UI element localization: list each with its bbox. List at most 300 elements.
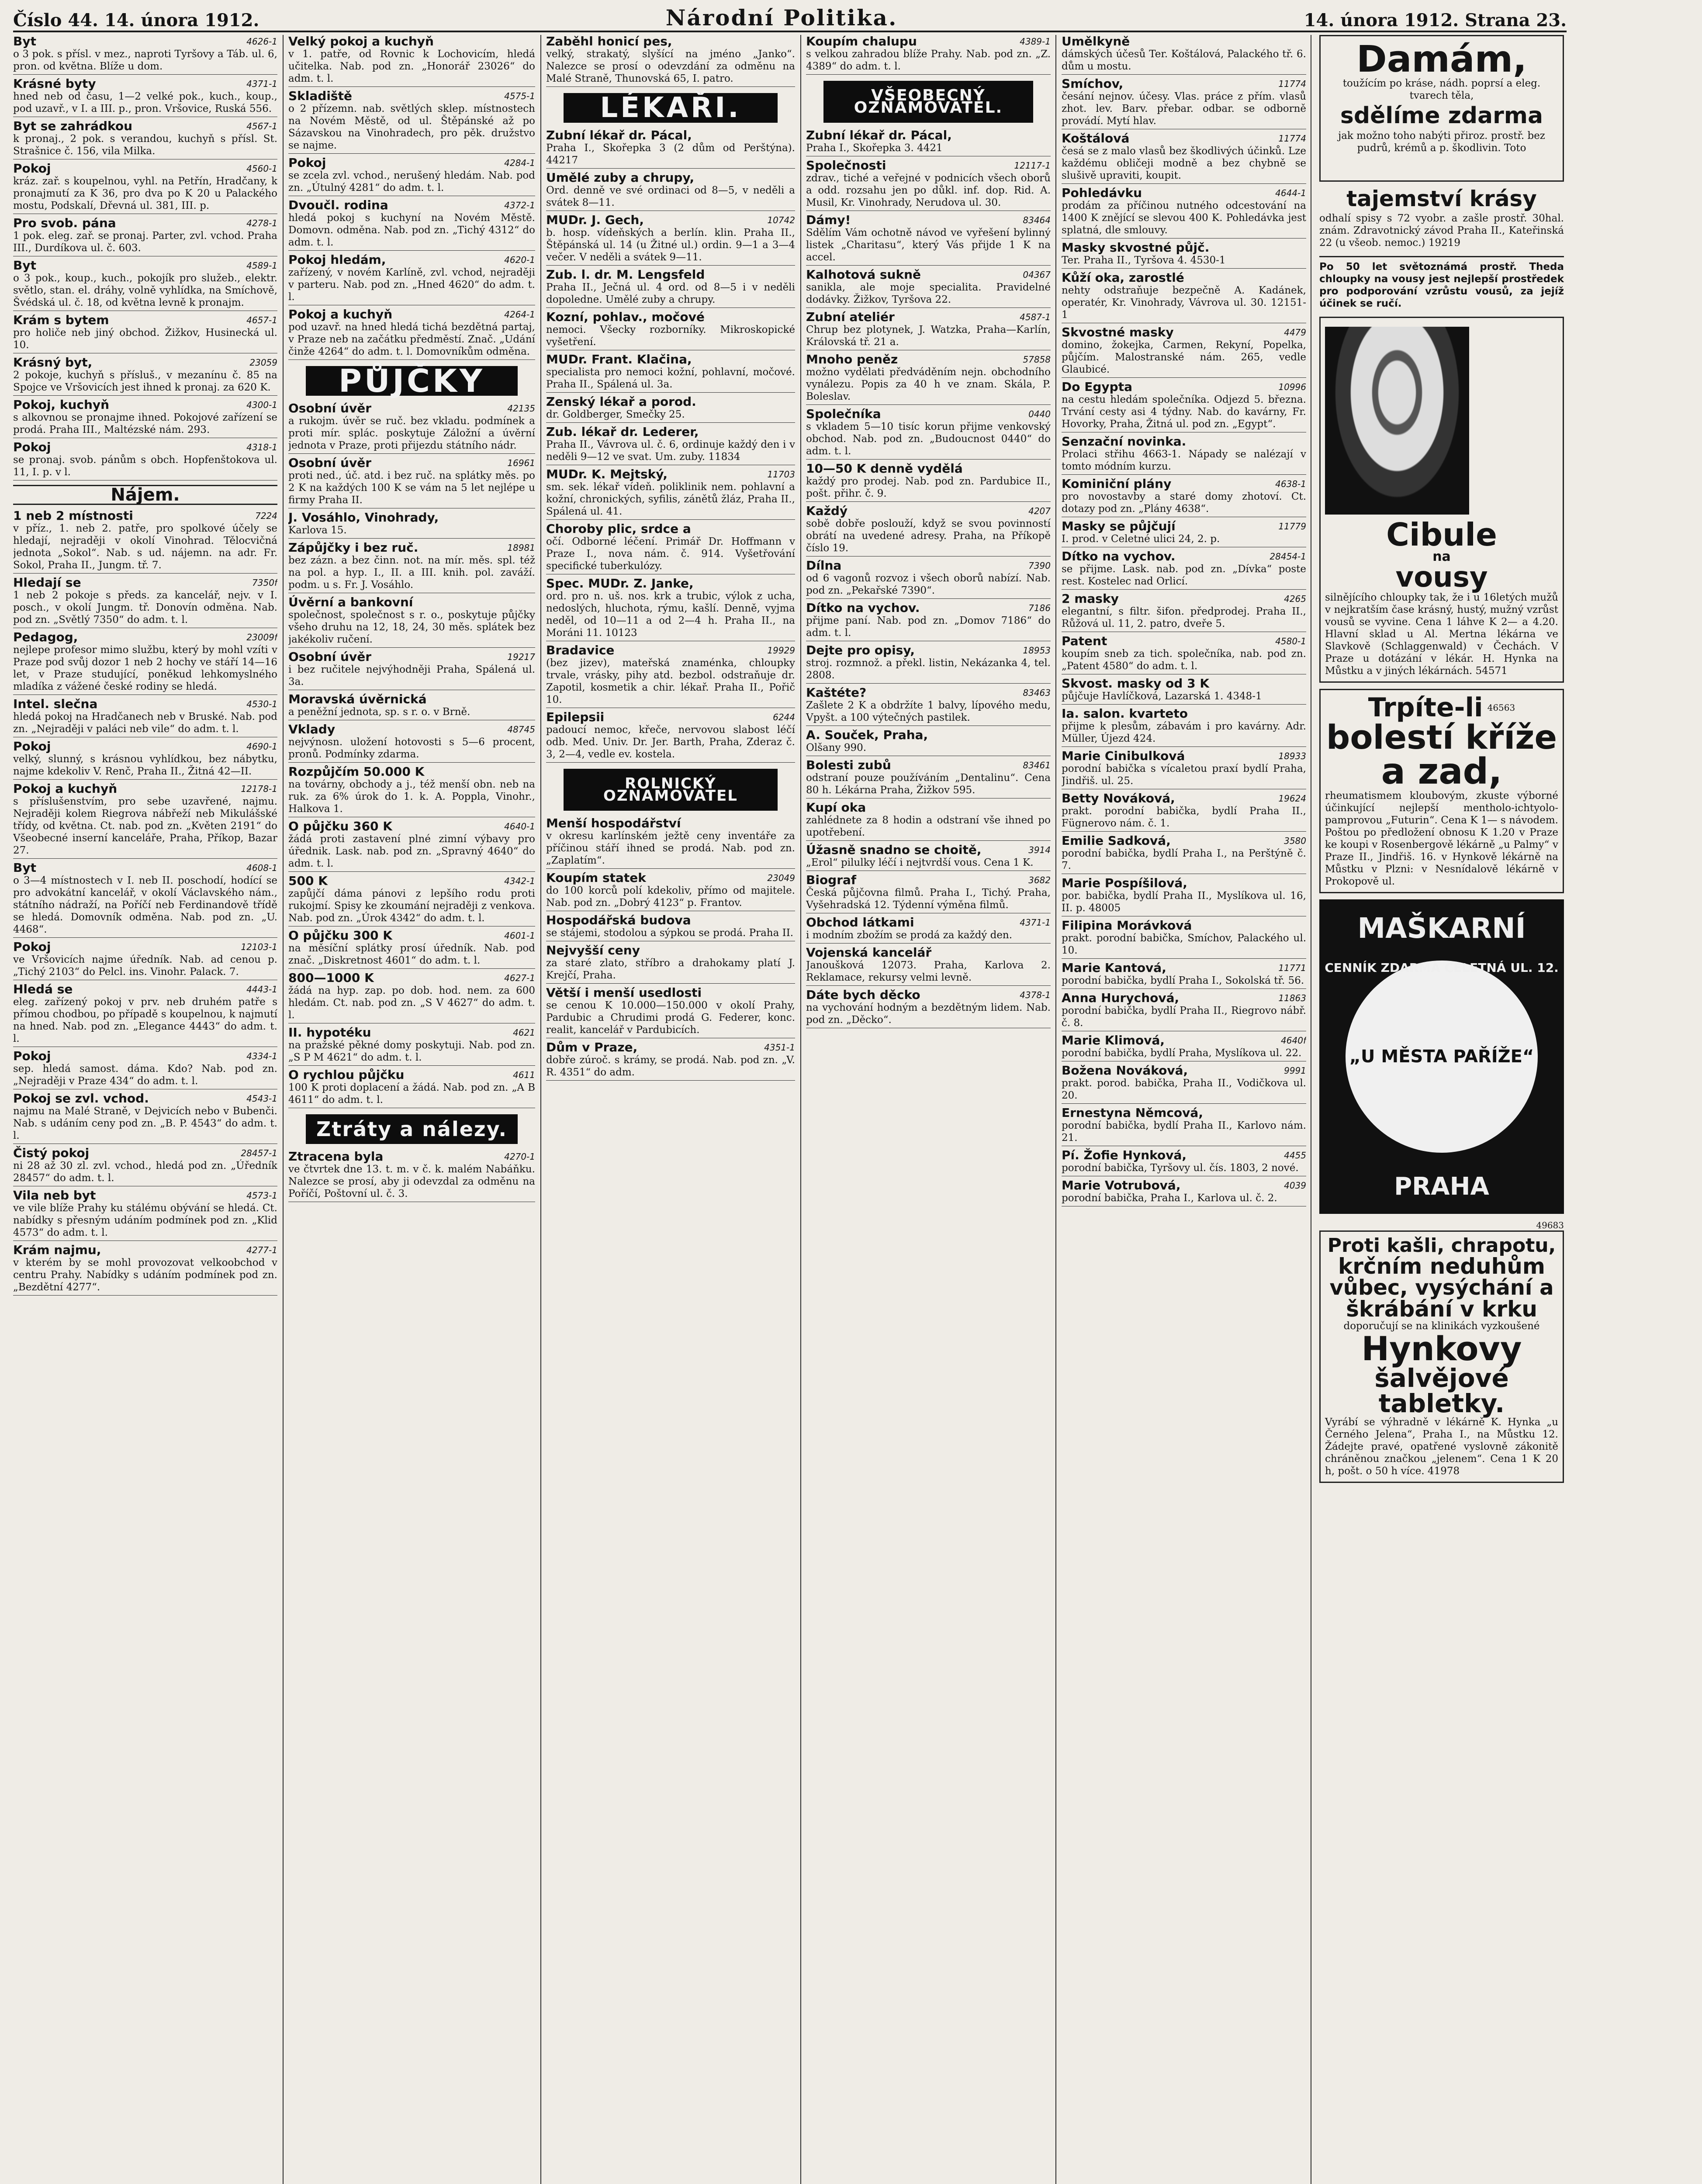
ad-number: 12117-1	[1014, 160, 1051, 171]
header-page: 14. února 1912. Strana 23.	[1304, 10, 1567, 31]
ad-title: MUDr. K. Mejtský,	[546, 467, 668, 481]
ad-text: s alkovnou se pronajme ihned. Pokojové zařízení se prodá. Praha III., Maltézské nám. 293.	[13, 412, 277, 435]
classified-ad	[288, 199, 535, 251]
ad-title: Dítko na vychov.	[1062, 549, 1176, 563]
masthead-title: Národní Politika.	[665, 5, 898, 31]
ad-cibule-title: Cibule	[1386, 516, 1497, 553]
ad-title: MUDr. Frant. Klačina,	[546, 352, 692, 366]
ad-text: ve Vršovicích najme úředník. Nab. ad cenou p. „Tichý 2103“ do Pelcl. ins. Vinohr. Palack. 7.	[13, 954, 277, 978]
ad-heading	[13, 314, 277, 327]
ad-title: Pokoj a kuchyň	[13, 781, 118, 796]
ad-text: přijme paní. Nab. pod zn. „Domov 7186“ do adm. t. l.	[806, 615, 1051, 639]
ad-title: Osobní úvěr	[288, 650, 372, 664]
ad-title: Skvostné masky	[1062, 325, 1174, 339]
ad-heading	[1062, 271, 1306, 284]
ad-title: Obchod látkami	[806, 915, 914, 930]
ad-heading	[546, 425, 795, 439]
ad-title: Osobní úvěr	[288, 401, 372, 415]
classified-ad	[546, 944, 795, 984]
ad-heading	[288, 596, 535, 609]
classified-ad	[1062, 241, 1306, 269]
ad-title: Byt	[13, 860, 36, 875]
ad-number: 4039	[1284, 1180, 1306, 1191]
ad-text: na pražské pěkné domy poskytuji. Nab. pod zn. „S P M 4621“ do adm. t. l.	[288, 1040, 535, 1063]
ad-text: Ter. Praha II., Tyršova 4. 4530-1	[1062, 255, 1226, 266]
ad-number: 4378-1	[1020, 990, 1051, 1000]
ad-number: 23059	[249, 357, 277, 368]
ad-title: Patent	[1062, 634, 1107, 648]
ad-text: se přijme. Lask. nab. pod zn. „Dívka“ poste rest. Kostelec nad Orlicí.	[1062, 563, 1306, 587]
ad-number: 16961	[507, 458, 535, 468]
ad-text: na měsíční splátky prosí úředník. Nab. pod znač. „Diskretnost 4601“ do adm. t. l.	[288, 943, 535, 966]
ad-text: prodám za příčinou nutného odcestování na 1400 K znějící se slevou 400 K. Pohledávka jest splatná, dle smlouvy.	[1062, 200, 1306, 236]
ad-heading	[13, 631, 277, 644]
classified-ad	[1062, 187, 1306, 238]
ad-heading	[13, 1189, 277, 1202]
ad-number: 83463	[1023, 688, 1051, 698]
ad-text: se stájemi, stodolou a sýpkou se prodá. Praha II.	[546, 927, 794, 939]
ad-heading	[806, 159, 1051, 172]
classified-ad	[288, 308, 535, 360]
ad-text: na cestu hledám společníka. Odjezd 5. března. Trvání cesty asi 4 týdny. Nab. do kavárny, Fr. Hovorky, Praha, Žitná ul. pod zn. „Egypt“.	[1062, 394, 1306, 430]
ad-text: s příslušenstvím, pro sebe uzavřené, najmu. Nejraději kolem Riegrova nábřeží neb Mikulášské třídy, od května. Ct. nab. pod zn. „Květen 2191“ do Všeobecné inserní kanceláře, Praha, Příkop, Bazar 27.	[13, 796, 277, 856]
ad-heading	[288, 90, 535, 103]
ad-number: 3682	[1028, 875, 1051, 885]
ad-text: pod uzavř. na hned hledá tichá bezdětná partaj, v Praze neb na začátku předměstí. Znač. „Udání činže 4264“ do adm. t. l. Domovníkům odměna.	[288, 321, 535, 357]
ad-number: 19624	[1278, 793, 1306, 804]
ad-text: porodní babička, bydlí Praha I., Sokolská tř. 56.	[1062, 975, 1304, 986]
ad-text: Prolaci střihu 4663-1. Nápady se nalézají v tomto módním kurzu.	[1062, 449, 1306, 472]
ad-number: 4455	[1284, 1150, 1306, 1161]
ad-text: přijme k plesům, zábavám i pro kavárny. Adr. Müller, Újezd 424.	[1062, 721, 1306, 744]
portrait-illustration	[1325, 327, 1469, 515]
ad-text: se pronaj. svob. pánům s obch. Hopfenštokova ul. 11, I. p. v l.	[13, 454, 277, 478]
ad-title: Pokoj	[13, 161, 51, 176]
section-ztraty: Ztráty a nálezy.	[306, 1114, 518, 1144]
ad-heading	[13, 120, 277, 133]
ad-title: Pokoj se zvl. vchod.	[13, 1091, 149, 1106]
ad-number: 4640-1	[504, 821, 535, 832]
ad-number: 4389-1	[1020, 36, 1051, 47]
ad-trpite-title: Trpíte-li	[1368, 692, 1483, 723]
classified-ad	[288, 253, 535, 305]
ad-number: 4372-1	[504, 200, 535, 211]
ad-heading	[13, 356, 277, 369]
ad-title: Epilepsii	[546, 710, 605, 724]
ad-heading	[13, 983, 277, 996]
ad-number: 23009f	[246, 632, 277, 643]
ad-title: Senzační novinka.	[1062, 434, 1187, 449]
ad-heading	[806, 559, 1051, 572]
ad-text: dobře zúroč. s krámy, se prodá. Nab. pod zn. „V. R. 4351“ do adm.	[546, 1054, 795, 1078]
ad-number: 4589-1	[246, 260, 277, 271]
ad-heading	[546, 914, 795, 927]
ad-number: 4543-1	[246, 1093, 277, 1104]
classified-ad	[806, 159, 1051, 211]
ad-title: Marie Klimová,	[1062, 1033, 1165, 1047]
classified-ad	[546, 468, 795, 520]
ad-heading	[288, 308, 535, 321]
classified-ad	[806, 759, 1051, 798]
ad-number: 4657-1	[246, 315, 277, 325]
ad-damam-title: Damám,	[1356, 38, 1527, 80]
ad-text: proti ned., úč. atd. i bez ruč. na splátky měs. po 2 K na každých 100 K se vám na 5 let nejlépe u firmy Praha II.	[288, 470, 535, 506]
section-pujcky: PŮJČKY	[306, 366, 518, 396]
ad-title: Kozní, pohlav., močové	[546, 310, 705, 324]
ad-vousy-text: silnějícího chloupky tak, že i u 16letých mužů v nejkratším čase krásný, hustý, mužný vzrůst vousů se vyvine. Cena 1 láhve K 2— a 4.20. Hlavní sklad u Al. Mertna lékárna ve Slavkově (Schlaggenwald) v Čechách. V Praze u dotázání v lékár. H. Hynka na Můstku a v jiných lékárnách. 54571	[1325, 592, 1558, 677]
ad-text: Olšany 990.	[806, 742, 867, 753]
ad-number: 48745	[507, 724, 535, 735]
ad-damam-text: toužícím po kráse, nádh. poprsí a eleg. tvarech těla,	[1342, 78, 1541, 101]
ad-text: zahlédnete za 8 hodin a odstraní vše ihned po upotřebení.	[806, 815, 1051, 838]
ad-text: domino, žokejka, Carmen, Rekyní, Popelka, půjčím. Malostranské nám. 265, vedle Glaubicé.	[1062, 339, 1306, 375]
ad-number: 7186	[1028, 603, 1051, 613]
ad-heading	[1062, 326, 1306, 339]
ad-title: Pí. Žofie Hynková,	[1062, 1148, 1187, 1162]
ad-title: Zenský lékař a porod.	[546, 394, 696, 409]
ad-heading	[13, 1147, 277, 1160]
ad-text: najmu na Malé Straně, v Dejvicích nebo v Bubenči. Nab. s udáním ceny pod zn. „B. P. 4543“ do adm. t. l.	[13, 1106, 277, 1141]
ad-heading	[288, 511, 535, 524]
ad-heading	[1062, 1149, 1306, 1162]
ad-number: 18981	[507, 543, 535, 553]
ad-title: Koštálová	[1062, 131, 1130, 145]
classified-ad	[1062, 271, 1306, 323]
ad-title: Biograf	[806, 873, 857, 887]
ad-text: Karlova 15.	[288, 525, 347, 536]
ad-title: Hledají se	[13, 575, 81, 590]
column-rule	[800, 35, 801, 2184]
ad-heading	[13, 740, 277, 753]
ad-text: Chrup bez plotynek, J. Watzka, Praha—Karlín, Královská tř. 21 a.	[806, 324, 1051, 348]
ad-heading	[546, 711, 795, 724]
ad-title: Společnosti	[806, 158, 886, 173]
classified-ad	[1062, 707, 1306, 747]
page-header	[13, 4, 1567, 32]
ad-number: 83464	[1023, 215, 1051, 225]
classified-ad	[1062, 834, 1306, 874]
ad-text: velký, slunný, s krásnou vyhlídkou, bez nábytku, najme kdekoliv V. Renč, Praha II., Žitná 42—II.	[13, 753, 277, 777]
classified-ad	[1062, 477, 1306, 517]
classified-ad	[13, 398, 277, 438]
ad-heading	[546, 171, 795, 184]
ad-heading	[546, 644, 795, 657]
ad-heading	[13, 162, 277, 175]
ad-heading	[13, 782, 277, 795]
ad-heading	[1062, 834, 1306, 847]
ad-heading	[1062, 707, 1306, 720]
ad-title: Rozpůjčím 50.000 K	[288, 764, 425, 779]
classified-ad	[546, 268, 795, 308]
classified-ad	[288, 820, 535, 872]
ad-number: 6244	[773, 712, 795, 722]
ad-heading	[546, 577, 795, 590]
ad-number: 11863	[1278, 993, 1306, 1003]
ad-text: 100 K proti doplacení a žádá. Nab. pod zn. „A B 4611“ do adm. t. l.	[288, 1082, 535, 1106]
ad-title: Zubní lékař dr. Pácal,	[806, 128, 952, 142]
ad-text: Janoušková 12073. Praha, Karlova 2. Reklamace, rekursy velmi levně.	[806, 960, 1051, 983]
ad-text: od 6 vagonů rozvoz i všech oborů nabízí. Nab. pod zn. „Pekařské 7390“.	[806, 573, 1051, 596]
ad-title: Masky se půjčují	[1062, 519, 1176, 533]
classified-ad	[13, 1050, 277, 1089]
ad-number: 4644-1	[1275, 188, 1306, 198]
ad-title: Intel. slečna	[13, 697, 98, 711]
ad-text: Praha I., Skořepka 3 (2 dům od Perštýna). 44217	[546, 142, 795, 166]
classified-ad	[1062, 1179, 1306, 1206]
ad-number: 4530-1	[246, 699, 277, 709]
ad-text: ve čtvrtek dne 13. t. m. v č. k. malém Nabáňku. Nalezce se prosí, aby ji odevzdal za odměnu na Poříčí, Poštovní ul. č. 3.	[288, 1164, 535, 1199]
ad-text: odstraní pouze používáním „Dentalinu“. Cena 80 h. Lékárna Praha, Žižkov 595.	[806, 772, 1051, 796]
ad-text: půjčuje Havlíčková, Lazarská 1. 4348-1	[1062, 691, 1262, 702]
classified-ad	[546, 395, 795, 423]
ad-kasli-3: vůbec, vysýchání a	[1329, 1275, 1554, 1300]
ad-title: Marie Cinibulková	[1062, 749, 1185, 763]
ad-heading	[1062, 1034, 1306, 1047]
ad-text: možno vydělati předváděním nejn. obchodního vynálezu. Popis za 40 h ve znam. Skála, P. Boleslav.	[806, 366, 1051, 402]
ad-text: stroj. rozmnož. a překl. listin, Nekázanka 4, tel. 2808.	[806, 657, 1051, 681]
ad-text: nehty odstraňuje bezpečně A. Kadánek, operatér, Kr. Vinohrady, Vávrova ul. 30. 12151-1	[1062, 285, 1306, 321]
classified-ad	[546, 914, 795, 941]
column-rule	[1055, 35, 1056, 2184]
ad-heading	[1062, 635, 1306, 648]
ad-heading	[288, 820, 535, 833]
ad-heading	[288, 650, 535, 663]
ad-heading	[13, 1244, 277, 1257]
ad-number: 4608-1	[246, 863, 277, 873]
ad-text: porodní babička, bydlí Praha I., na Perštýně č. 7.	[1062, 848, 1306, 871]
ad-number: 3580	[1284, 836, 1306, 846]
classified-ad	[546, 311, 795, 350]
ad-tajemstvi: tajemství krásy	[1346, 188, 1537, 211]
classified-ad	[806, 843, 1051, 871]
ad-text: dr. Goldberger, Smečky 25.	[546, 409, 685, 420]
ad-text: k pronaj., 2 pok. s verandou, kuchyň s přísl. St. Strašnice č. 156, vila Milka.	[13, 133, 277, 157]
ad-salvejove: šalvějové tabletky.	[1374, 1363, 1509, 1418]
ad-number: 4627-1	[504, 973, 535, 983]
classified-ad	[1062, 520, 1306, 547]
classified-ad	[288, 402, 535, 454]
ad-title: Pokoj a kuchyň	[288, 307, 393, 321]
classified-ad	[288, 874, 535, 926]
section-lekari: LÉKAŘI.	[564, 93, 778, 123]
ad-kasli-2: krčním neduhům	[1338, 1254, 1545, 1279]
classified-ad	[546, 214, 795, 266]
ad-title: Dejte pro opisy,	[806, 643, 915, 657]
ad-text: porodní babička, Tyršovy ul. čís. 1803, 2 nové.	[1062, 1162, 1299, 1174]
classified-ad	[1062, 1034, 1306, 1061]
ad-title: Mnoho peněz	[806, 352, 898, 366]
ad-number: 4318-1	[246, 442, 277, 453]
classified-ad	[806, 129, 1051, 156]
classified-ad	[546, 817, 795, 869]
ad-title: Kalhotová sukně	[806, 267, 921, 282]
ad-text: ni 28 až 30 zl. zvl. vchod., hledá pod zn. „Úředník 28457“ do adm. t. l.	[13, 1160, 277, 1184]
ad-text: Ord. denně ve své ordinaci od 8—5, v neděli a svátek 8—11.	[546, 185, 795, 208]
ad-number: 4611	[513, 1070, 535, 1080]
classified-ad	[1062, 961, 1306, 989]
ad-text: společnost, společnost s r. o., poskytuje půjčky všeho druhu na 12, 18, 24, 30 měs. splátek bez jakékoliv ručení.	[288, 609, 535, 645]
classified-ad	[288, 596, 535, 648]
column-rule	[540, 35, 541, 2184]
ad-heading	[288, 1150, 535, 1163]
ad-text: Sdělím Vám ochotně návod ve vyřešení bylinný listek „Charitasu“, který Vás přijde 1 K na accel.	[806, 227, 1051, 263]
ad-heading	[288, 456, 535, 470]
ad-title: Pro svob. pána	[13, 216, 116, 230]
ad-title: Spec. MUDr. Z. Janke,	[546, 576, 694, 591]
ad-heading	[13, 1092, 277, 1105]
classified-ad	[13, 217, 277, 256]
ad-text: porodní babička s vícaletou praxí bydlí Praha, Jindřiš. ul. 25.	[1062, 763, 1306, 787]
ad-heading	[288, 253, 535, 266]
ad-title: Krásné byty	[13, 76, 96, 91]
classified-ad	[288, 1068, 535, 1108]
ad-text: Zašlete 2 K a obdržíte 1 balvy, lípového medu, Vpyšt. a 100 výtečných pastilek.	[806, 700, 1051, 723]
ad-text: do 100 korců polí kdekoliv, přímo od majitele. Nab. pod zn. „Dobrý 4123“ p. Frantov.	[546, 885, 795, 909]
ad-text: elegantní, s filtr. šifon. předprodej. Praha II., Růžová ul. 11, 2. patro, dveře 5.	[1062, 606, 1306, 629]
ad-title: Osobní úvěr	[288, 456, 372, 470]
ad-title: II. hypotéku	[288, 1025, 371, 1040]
ad-title: Pohledávku	[1062, 186, 1142, 200]
classified-ad	[13, 1189, 277, 1241]
ad-heading	[546, 522, 795, 536]
ad-heading	[806, 462, 1051, 475]
ad-number: 4587-1	[1020, 312, 1051, 322]
ad-text: se zcela zvl. vchod., nerušený hledám. Nab. pod zn. „Útulný 4281“ do adm. t. l.	[288, 170, 535, 194]
ad-text: por. babička, bydlí Praha II., Myslíkova ul. 16, II. p. 48005	[1062, 890, 1306, 914]
ad-text: o 3 pok. s přísl. v mez., naproti Tyršovy a Táb. ul. 6, pron. od května. Blíže u dom.	[13, 48, 277, 72]
ad-number: 04367	[1023, 270, 1051, 280]
ad-title: Anna Hurychová,	[1062, 991, 1180, 1005]
ad-theda-text: Po 50 let světoznámá prostř. Theda chloupky na vousy jest nejlepší prostředek pro podporování vzrůstu vousů, za jejíž účinek se ručí.	[1319, 256, 1564, 310]
ad-number: 18953	[1023, 645, 1051, 656]
ad-heading	[288, 1026, 535, 1039]
ad-title: Vila neb byt	[13, 1188, 96, 1203]
classified-ad	[546, 871, 795, 911]
ad-number: 4207	[1028, 506, 1051, 516]
classified-ad	[288, 35, 535, 87]
ad-number: 12103-1	[241, 942, 277, 952]
ad-title: J. Vosáhlo, Vinohrady,	[288, 510, 439, 525]
ad-heading	[288, 402, 535, 415]
ad-title: Byt	[13, 258, 36, 273]
column-3	[546, 35, 795, 2184]
ad-title: Zubní ateliér	[806, 310, 895, 324]
classified-ad	[1062, 992, 1306, 1031]
ad-text: prakt. porodní babička, bydlí Praha II., Fügnerovo nám. č. 1.	[1062, 805, 1306, 829]
ad-title: Krám najmu,	[13, 1243, 101, 1257]
ad-text: porodní babička, Praha I., Karlova ul. č. 2.	[1062, 1192, 1277, 1204]
ad-title: Emilie Sadková,	[1062, 833, 1171, 848]
classified-ad	[288, 723, 535, 763]
ad-text: nemoci. Všecky rozborníky. Mikroskopické vyšetření.	[546, 324, 795, 348]
classified-ad	[806, 505, 1051, 556]
ad-heading	[1062, 520, 1306, 533]
ad-heading	[806, 874, 1051, 887]
classified-ad	[13, 259, 277, 311]
classified-ad	[806, 916, 1051, 943]
ad-kasli-text: doporučují se na klinikách vyzkoušené	[1343, 1320, 1540, 1332]
ad-title: Umělkyně	[1062, 35, 1130, 48]
ad-maskarni-number: 49683	[1536, 1220, 1564, 1230]
ad-number: 4560-1	[246, 163, 277, 174]
ad-heading	[1062, 677, 1306, 690]
classified-ad	[1062, 1064, 1306, 1104]
ad-title: Marie Pospíšilová,	[1062, 876, 1187, 890]
classified-ad	[806, 644, 1051, 684]
classified-ad	[13, 1244, 277, 1296]
ad-title: Koupím statek	[546, 871, 646, 885]
ad-heading	[13, 1050, 277, 1063]
ad-number: 0440	[1028, 409, 1051, 419]
ad-number: 4479	[1284, 327, 1306, 338]
ad-text: bez zázn. a bez činn. not. na mír. měs. spl. též na pol. a hyp. I., II. a III. knih. pol. zaváží. podm. u s. Fr. J. Vosáhlo.	[288, 555, 535, 591]
classified-ad	[1062, 1149, 1306, 1176]
ad-text: na továrny, obchody a j., též menší obn. neb na ruk. za 6% úrok do 1. k. A. Poppla, Vinohr., Halkova 1.	[288, 779, 535, 815]
ad-number: 4351-1	[764, 1042, 795, 1053]
ad-number: 7350f	[252, 577, 277, 588]
ad-number: 4573-1	[246, 1190, 277, 1201]
ad-title: Kůží oka, zarostlé	[1062, 270, 1184, 285]
ad-text: i modním zbožím se prodá za každý den.	[806, 930, 1013, 941]
ad-text: Praha II., Ječná ul. 4 ord. od 8—5 i v neděli dopoledne. Umělé zuby a chrupy.	[546, 282, 795, 305]
ad-title: Skladiště	[288, 89, 352, 103]
ad-heading	[546, 353, 795, 366]
ad-title: Božena Nováková,	[1062, 1063, 1188, 1078]
ad-heading	[288, 971, 535, 985]
ad-heading	[806, 35, 1051, 48]
ad-maskarni-shop	[1319, 899, 1564, 1214]
ad-heading	[13, 940, 277, 954]
ad-title: O půjčku 300 K	[288, 928, 392, 943]
ad-text: každý pro prodej. Nab. pod zn. Pardubice II., pošt. přihr. č. 9.	[806, 476, 1051, 499]
classified-ad	[546, 1041, 795, 1081]
ad-title: Hospodářská budova	[546, 913, 691, 927]
ad-heading	[13, 398, 277, 411]
ad-heading	[288, 156, 535, 169]
ad-title: Pokoj hledám,	[288, 252, 386, 267]
ad-number: 4278-1	[246, 218, 277, 228]
classified-ad	[806, 35, 1051, 75]
ad-number: 19929	[767, 645, 795, 656]
ad-title: Krám s bytem	[13, 313, 109, 327]
ad-text: sobě dobře poslouží, když se svou povinností obrátí na uvedené adresy. Praha, na Příkopě číslo 19.	[806, 518, 1051, 554]
ad-heading	[806, 843, 1051, 857]
ad-heading	[1062, 792, 1306, 805]
classified-ad	[546, 522, 795, 574]
ad-title: Marie Votrubová,	[1062, 1178, 1181, 1192]
ad-heading	[288, 199, 535, 212]
classified-ad	[806, 559, 1051, 599]
ad-number: 4342-1	[504, 876, 535, 886]
ad-title: Čistý pokoj	[13, 1146, 90, 1160]
right-ads-column	[1319, 188, 1564, 2184]
ad-text: porodní babička, bydlí Praha II., Riegrovo nábř. č. 8.	[1062, 1005, 1306, 1029]
ad-number: 10996	[1278, 382, 1306, 392]
ad-number: 4621	[513, 1027, 535, 1038]
ad-number: 4580-1	[1275, 636, 1306, 646]
ad-text: česání nejnov. účesy. Vlas. práce z přím. vlasů zhot. lev. Barv. přebar. odbar. se odborně provádí. Mytí hlav.	[1062, 91, 1306, 127]
ad-number: 4601-1	[504, 930, 535, 941]
ad-number: 9991	[1284, 1065, 1306, 1076]
ad-heading	[806, 408, 1051, 421]
ad-title: 500 K	[288, 874, 328, 888]
classified-ad	[13, 940, 277, 980]
ad-text: 1 neb 2 pokoje s předs. za kancelář, nejv. v I. posch., v okolí Jungm. tř. Donovín odměna. Nab. pod zn. „Světlý 7350“ do adm. t. l.	[13, 590, 277, 625]
ad-heading	[1062, 992, 1306, 1005]
ad-heading	[13, 509, 277, 522]
ad-title: Menší hospodářství	[546, 816, 681, 830]
ad-title: Kominiční plány	[1062, 477, 1172, 491]
